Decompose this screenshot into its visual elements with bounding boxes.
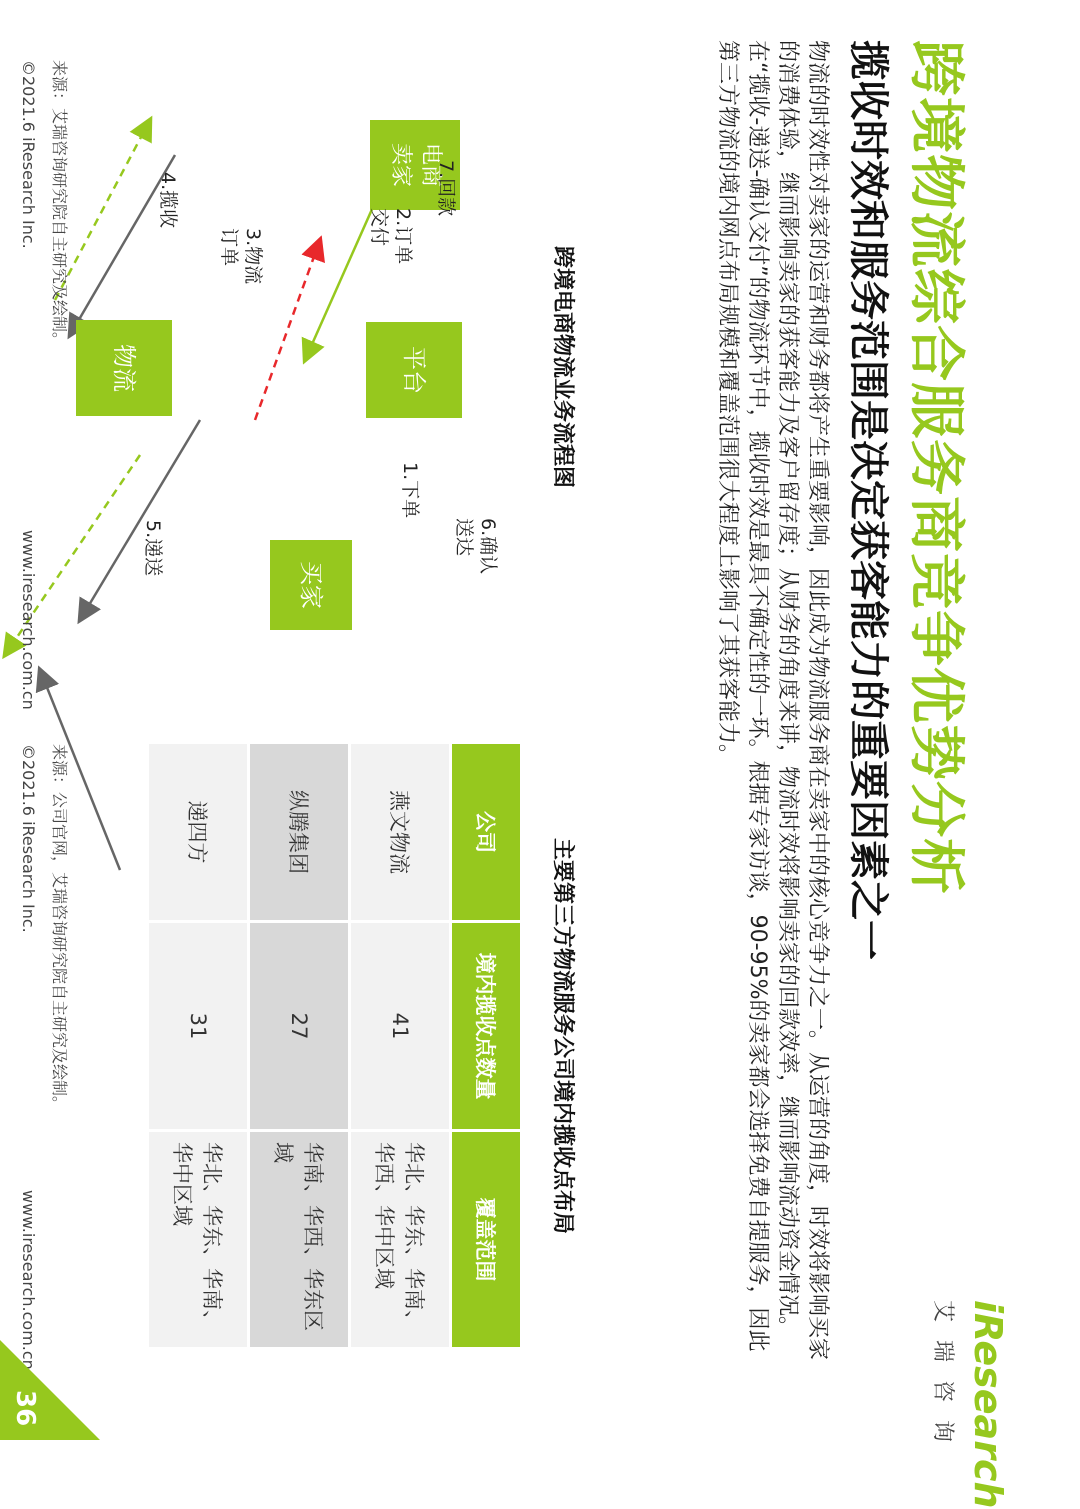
table-title: 主要第三方物流服务公司境内揽收点布局	[550, 838, 575, 1235]
flow-source: 来源：艾瑞咨询研究院自主研究及绘制。	[50, 60, 69, 349]
header-company: 公司	[452, 744, 520, 923]
cell-coverage: 华南、华西、华东区域	[250, 1132, 351, 1350]
node-platform: 平台	[366, 322, 462, 418]
header-coverage: 覆盖范围	[452, 1132, 520, 1350]
page-subtitle: 揽收时效和服务范围是决定获客能力的重要因素之一	[845, 40, 891, 960]
footer-copyright-left: ©2021.6 iResearch Inc.	[19, 60, 38, 249]
step-3-label: 3.物流订单	[218, 228, 264, 285]
table-header-row	[452, 744, 520, 1350]
flow-chart-title: 跨境电商物流业务流程图	[550, 246, 575, 489]
cell-coverage: 华北、华东、华南、华西、华中区域	[351, 1132, 452, 1350]
table-row	[250, 744, 351, 1350]
cell-coverage: 华北、华东、华南、华中区域	[149, 1132, 250, 1350]
cell-company: 纵腾集团	[250, 744, 351, 923]
table-row	[149, 744, 250, 1350]
logo-brand: iResearch	[966, 1300, 1010, 1509]
body-paragraph-1: 物流的时效性对卖家的运营和财务都将产生重要影响，因此成为物流服务商在卖家中的核心竞争力之一。从运营的角度，时效将影响买家的消费体验，继而影响卖家的获客能力及客户留存度；从财务的角度来讲，物流时效将影响卖家的回款效率，继而影响流动资金情况。	[775, 40, 830, 1361]
arrow-1-order	[80, 420, 200, 620]
step-6-label: 6.确认送达	[453, 518, 499, 575]
cell-company: 递四方	[149, 744, 250, 923]
footer-copyright-right: ©2021.6 iResearch Inc.	[19, 744, 38, 933]
logo-brand-cn: 艾瑞咨询	[930, 1300, 955, 1461]
node-buyer: 买家	[270, 540, 352, 630]
step-2-label: 2.订单交付	[368, 208, 414, 265]
page-number: 36	[10, 1390, 40, 1427]
step-1-label: 1.下单	[399, 462, 421, 519]
node-logistics: 物流	[76, 320, 172, 416]
node-seller: 电商卖家	[370, 120, 460, 210]
header-count: 境内揽收点数量	[452, 923, 520, 1132]
page-title: 跨境物流综合服务商竞争优势分析	[903, 40, 968, 895]
location-table	[149, 744, 520, 1350]
cell-count: 27	[250, 923, 351, 1132]
table-row	[351, 744, 452, 1350]
cell-count: 31	[149, 923, 250, 1132]
footer-website-left: www.iresearch.com.cn	[19, 530, 38, 710]
step-4-label: 4.揽收	[157, 172, 179, 229]
step-5-label: 5.递送	[142, 520, 164, 577]
body-paragraph-2: 在“揽收-递送-确认交付”的物流环节中，揽收时效是最具不确定性的一环。根据专家访谈，90-95%的卖家都会选择免费自提服务，因此第三方物流的境内网点布局规模和覆盖范围很大程度上影响了其获客能力。	[715, 40, 770, 1352]
cell-count: 41	[351, 923, 452, 1132]
step-7-label: 7.回款	[435, 160, 457, 217]
cell-company: 燕文物流	[351, 744, 452, 923]
footer-website-right: www.iresearch.com.cn	[19, 1190, 38, 1370]
table-source: 来源：公司官网，艾瑞咨询研究院自主研究及绘制。	[50, 744, 69, 1113]
